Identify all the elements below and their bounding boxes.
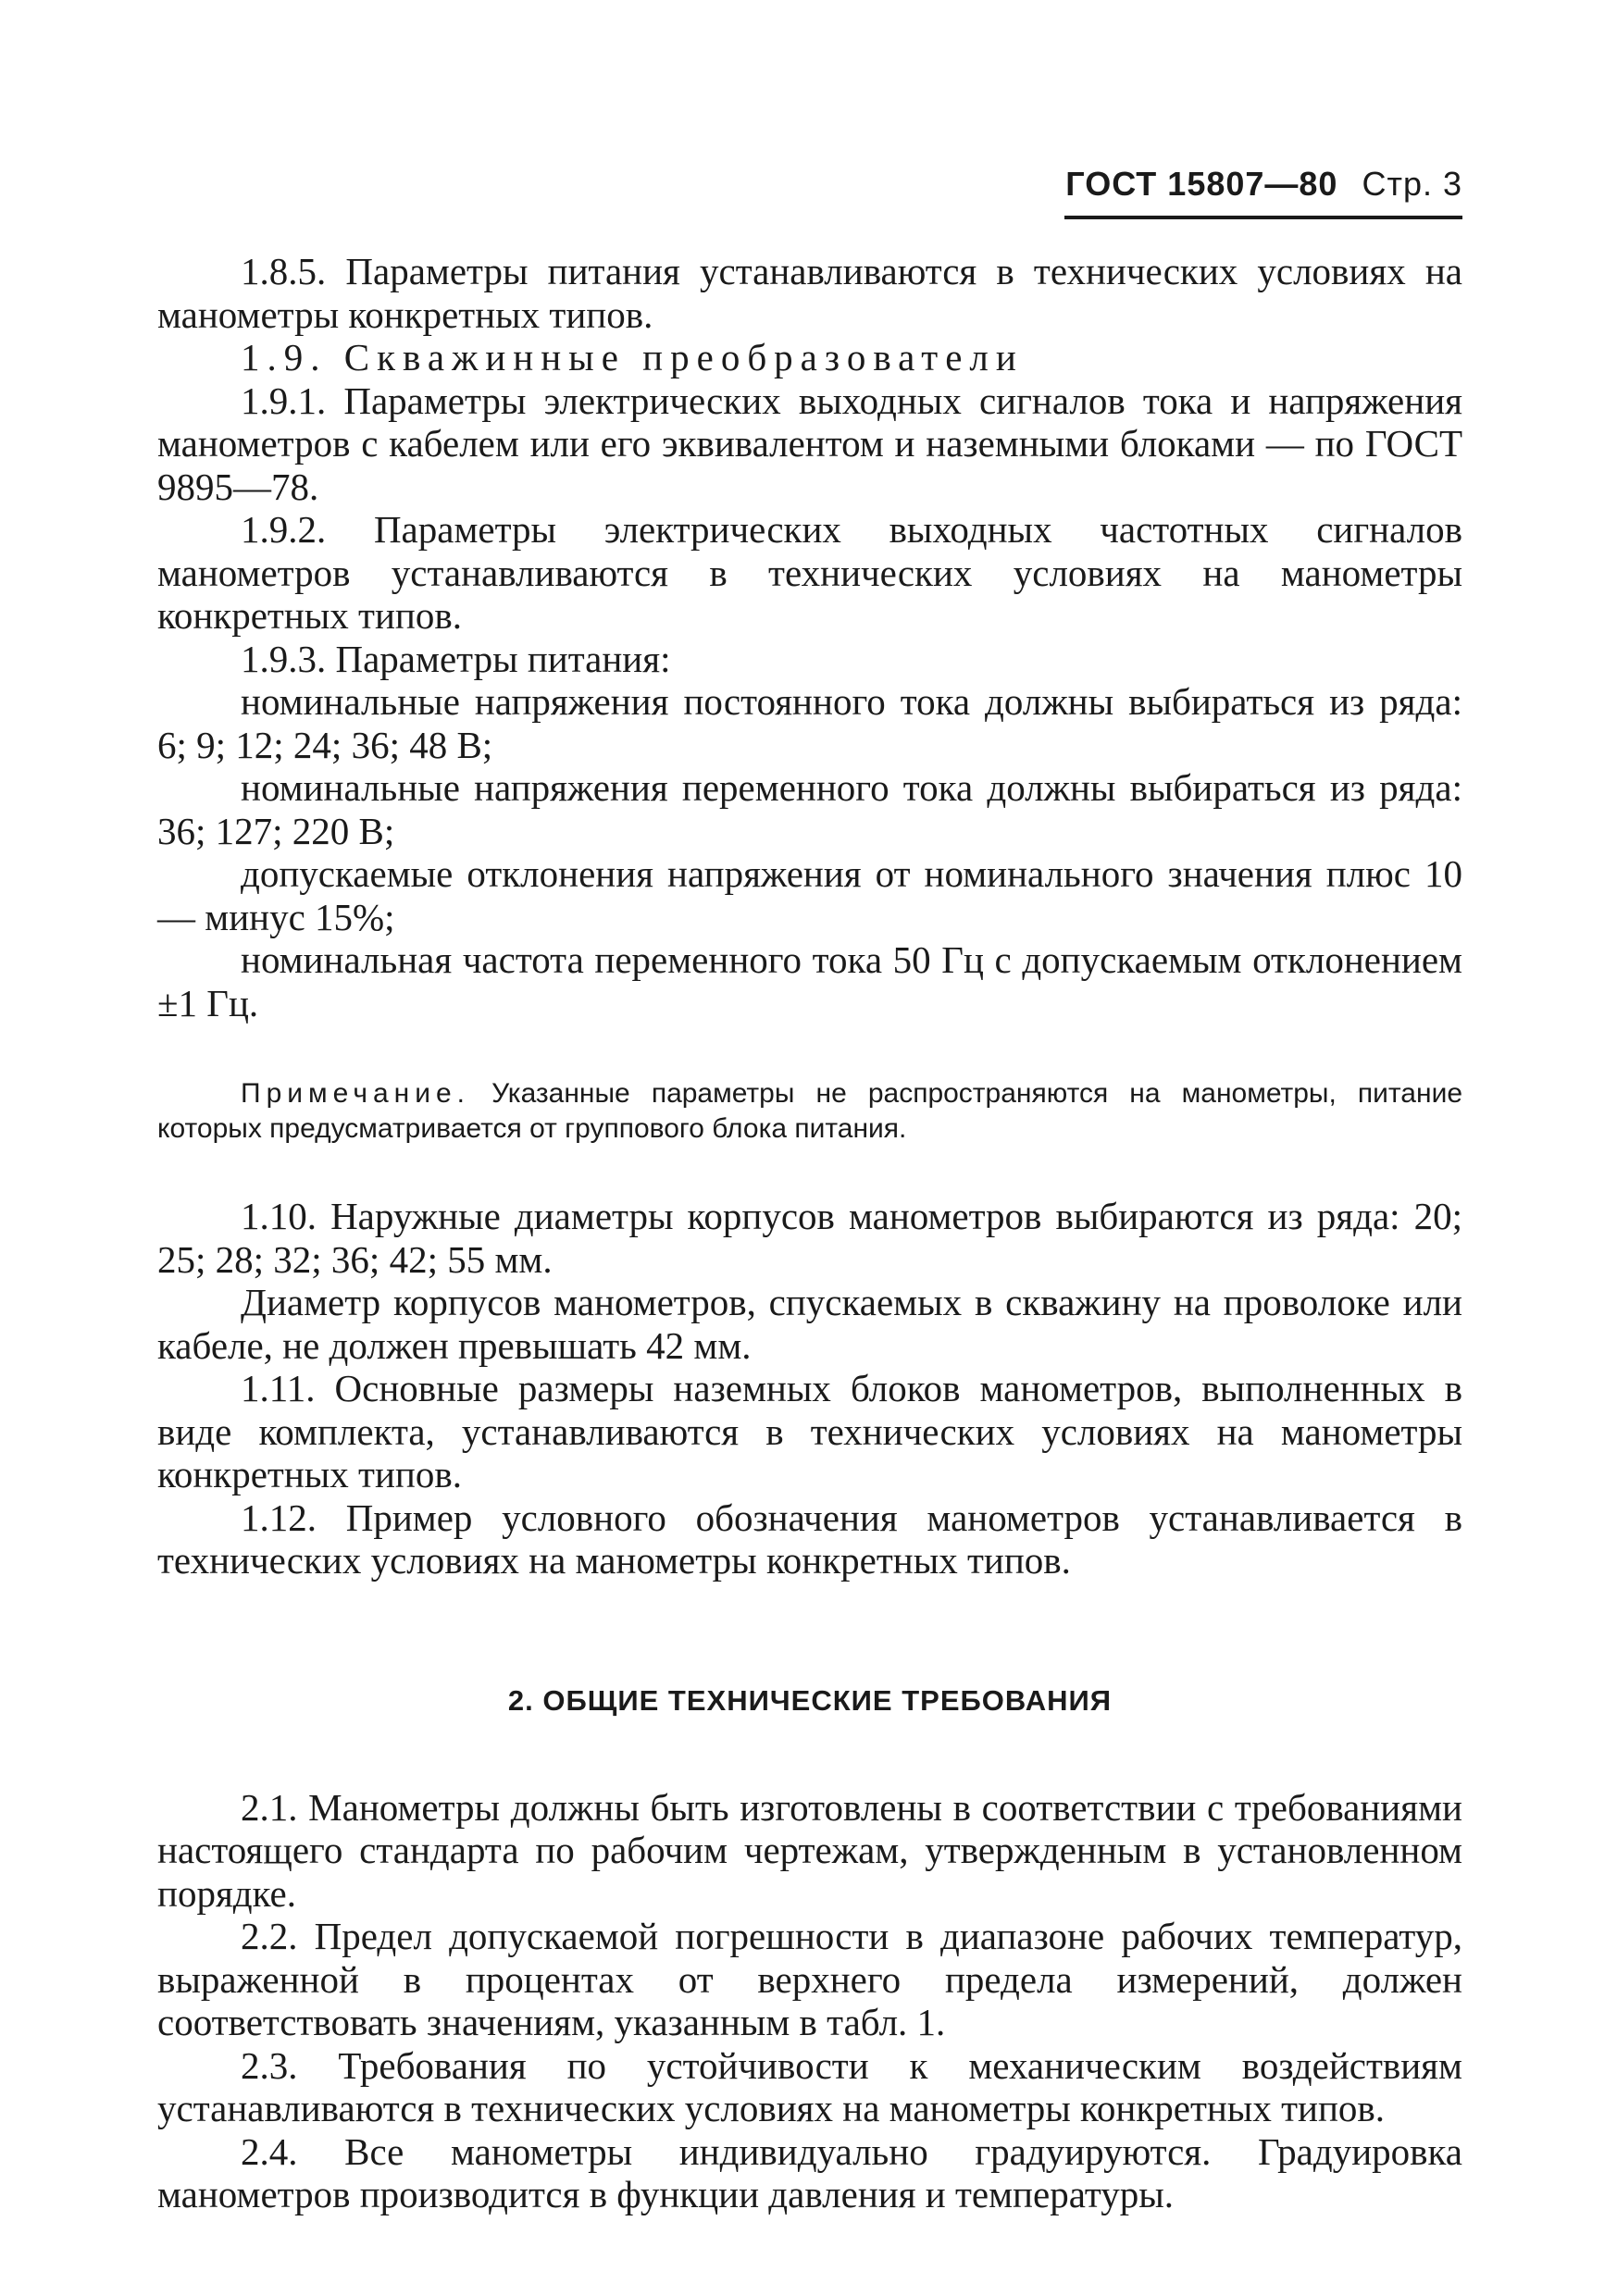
list-item-dc-voltage: номинальные напряжения постоянного тока должны выбираться из ряда: 6; 9; 12; 24; 36; 48 В; xyxy=(157,680,1473,766)
list-item-frequency: номинальная частота переменного тока 50 Гц с допускаемым отклонением ±1 Гц. xyxy=(157,938,1473,1024)
paragraph-1-10-diameter: Диаметр корпусов манометров, спускаемых в скважину на проволоке или кабеле, не должен превышать 42 мм. xyxy=(157,1281,1473,1367)
paragraph-1-12: 1.12. Пример условного обозначения манометров устанавливается в технических условиях на манометры конкретных типов. xyxy=(157,1496,1473,1582)
page-header xyxy=(1064,165,1462,204)
paragraph-2-1: 2.1. Манометры должны быть изготовлены в соответствии с требованиями настоящего стандарта по рабочим чертежам, утвержденным в установленном порядке. xyxy=(157,1785,1473,1915)
paragraph-1-11: 1.11. Основные размеры наземных блоков манометров, выполненных в виде комплекта, устанавливаются в технических условиях на манометры конкретных типов. xyxy=(157,1367,1473,1496)
paragraph-1-9-2: 1.9.2. Параметры электрических выходных частотных сигналов манометров устанавливаются в технических условиях на манометры конкретных типов. xyxy=(157,508,1473,637)
paragraph-2-3: 2.3. Требования по устойчивости к механическим воздействиям устанавливаются в технических условиях на манометры конкретных типов. xyxy=(157,2043,1473,2129)
note-text: Указанные параметры не распространяются на манометры, питание которых предусматривается от группового блока питания. xyxy=(157,1078,1463,1144)
section-title-2: 2. ОБЩИЕ ТЕХНИЧЕСКИЕ ТРЕБОВАНИЯ xyxy=(507,1683,1113,1717)
paragraph-2-4: 2.4. Все манометры индивидуально градуируются. Градуировка манометров производится в функции давления и температуры. xyxy=(157,2129,1473,2215)
paragraph-1-10: 1.10. Наружные диаметры корпусов манометров выбираются из ряда: 20; 25; 28; 32; 36; 42; 55 мм. xyxy=(157,1195,1473,1281)
list-item-ac-voltage: номинальные напряжения переменного тока должны выбираться из ряда: 36; 127; 220 В; xyxy=(157,766,1473,852)
header-rule xyxy=(1064,216,1462,219)
standard-number: ГОСТ 15807—80 xyxy=(1065,165,1338,203)
list-item-voltage-deviation: допускаемые отклонения напряжения от номинального значения плюс 10 — минус 15%; xyxy=(157,852,1473,938)
paragraph-1-9-1: 1.9.1. Параметры электрических выходных сигналов тока и напряжения манометров с кабелем или его эквивалентом и наземными блоками — по ГОСТ 9895—78. xyxy=(157,379,1473,508)
note-label: Примечание. xyxy=(241,1078,470,1109)
paragraph-1-8-5: 1.8.5. Параметры питания устанавливаются в технических условиях на манометры конкретных типов. xyxy=(157,250,1473,336)
document-body xyxy=(157,250,1473,2216)
subsection-title-1-9: 1.9. Скважинные преобразователи xyxy=(241,336,1024,379)
note xyxy=(157,1076,1462,1147)
paragraph-1-9-3: 1.9.3. Параметры питания: xyxy=(241,637,671,680)
paragraph-2-2: 2.2. Предел допускаемой погрешности в диапазоне рабочих температур, выраженной в процентах от верхнего предела измерений, должен соответствовать значениям, указанным в табл. 1. xyxy=(157,1915,1473,2043)
page-number: Стр. 3 xyxy=(1362,165,1462,203)
